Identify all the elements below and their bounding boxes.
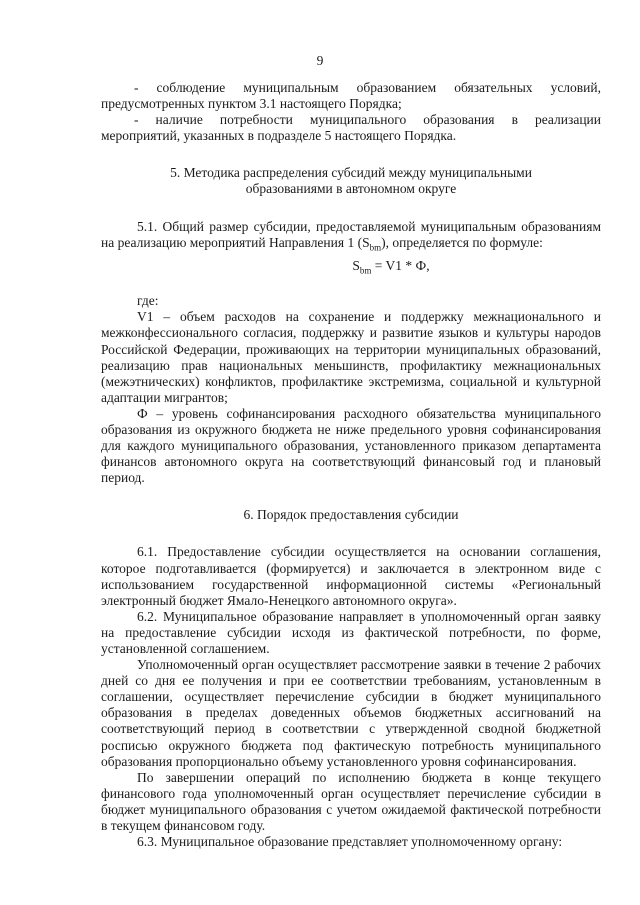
formula-s: S [352,258,360,274]
paragraph-condition-compliance: - соблюдение муниципальным образованием обязательных условий, предусмотренных пунктом 3.1 настоящего Порядка; [101,80,601,112]
section5-heading-line2: образованиями в автономном округе [245,181,457,197]
where-label: где: [137,293,159,309]
section5-heading-line1: 5. Методика распределения субсидий между муниципальными [170,165,532,181]
paragraph-5-1-subscript: bm [369,242,382,253]
section6-heading: 6. Порядок предоставления субсидии [243,507,459,523]
paragraph-5-1-text-b: ), определяется по формуле: [381,234,543,250]
paragraph-5-1 [101,219,601,256]
paragraph-6-2-review: Уполномоченный орган осуществляет рассмотрение заявки в течение 2 рабочих дней со дня ее получения и при ее соответствии требованиям, установленным в соглашении, осуществляет перечисление субсидии в бюджет муниципального образования в пределах доведенных объемов бюджетных ассигнований на соответствующий период в соответствии с утвержденной сводной бюджетной росписью окружного бюджета под фактическую потребность муниципального образования пропорционально объему установленного уровня софинансирования. [101,657,601,769]
paragraph-6-2: 6.2. Муниципальное образование направляет в уполномоченный орган заявку на предоставление субсидии исходя из фактической потребности, по форме, установленной соглашением. [101,608,601,656]
document-body [101,80,601,850]
formula [101,258,601,279]
formula-subscript: bm [359,266,372,277]
definition-f: Ф – уровень софинансирования расходного обязательства муниципального образования из окружного бюджета не ниже предельного уровня софинансирования для каждого муниципального образования, установленного приказом департамента финансов автономного округа на соответствующий финансовый год и плановый период. [101,405,601,486]
paragraph-need-presence: - наличие потребности муниципального образования в реализации мероприятий, указанных в подразделе 5 настоящего Порядка. [101,112,601,144]
paragraph-5-1-text-a: 5.1. Общий размер субсидии, предоставляемой муниципальным образованиям на реализацию мероприятий Направления 1 (S [101,218,601,250]
paragraph-6-1: 6.1. Предоставление субсидии осуществляется на основании соглашения, которое подготавливается (формируется) и заключается в электронном виде с использованием государственной информационной системы «Региональный электронный бюджет Ямало-Ненецкого автономного округа». [101,544,601,608]
definition-v1: V1 – объем расходов на сохранение и поддержку межнационального и межконфессионального согласия, поддержку и развитие языков и культуры народов Российской Федерации, проживающих на территории муниципальных образований, реализацию прав национальных меньшинств, профилактику межнациональных (межэтнических) конфликтов, профилактике экстремизма, социальной и культурной адаптации мигрантов; [101,309,601,405]
paragraph-6-2-year-end: По завершении операций по исполнению бюджета в конце текущего финансового года уполномоченный орган осуществляет перечисление субсидии в бюджет муниципального образования с учетом ожидаемой фактической потребности в текущем финансовом году. [101,769,601,834]
paragraph-6-3: 6.3. Муниципальное образование представляет уполномоченному органу: [137,834,563,850]
formula-rest: = V1 * Ф, [371,258,430,274]
page-number: 9 [316,53,324,68]
